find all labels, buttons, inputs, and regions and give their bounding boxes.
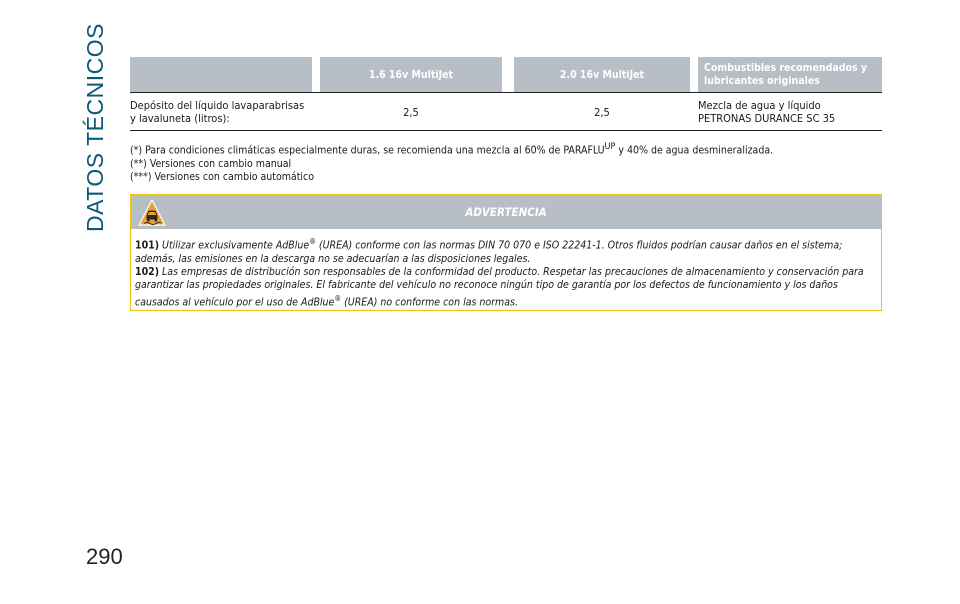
page-number: 290 <box>86 544 123 569</box>
table-header-blank <box>130 57 312 93</box>
row-fluid: Mezcla de agua y líquido PETRONAS DURANCE SC 35 <box>698 93 882 131</box>
footnote-1: (*) Para condiciones climáticas especialmente duras, se recomienda una mezcla al 60% de $PARAFLU^{UP}$ y 40% de agua desmineralizada. <box>130 142 774 157</box>
section-title: DATOS TÉCNICOS <box>82 23 108 232</box>
warning-header <box>131 195 881 229</box>
table-header-engine-2: 2.0 16v MultiJet <box>514 57 690 93</box>
row-value-engine-1: 2,5 <box>320 93 502 131</box>
footnotes <box>130 141 882 184</box>
warning-body <box>131 229 881 309</box>
row-value-engine-2: 2,5 <box>514 93 690 131</box>
warning-box <box>130 194 882 311</box>
warning-item-101: 101) Utilizar exclusivamente AdBlue® (UREA) conforme con las normas DIN 70 070 e ISO 22241-1. Otros fluidos podrían causar daños en el sistema; además, las emisiones en la descarga no se adecuarían a las disposiciones legales. <box>135 237 843 265</box>
warning-title: ADVERTENCIA <box>465 205 547 219</box>
spec-table <box>130 57 882 131</box>
row-label: Depósito del líquido lavaparabrisas y lavaluneta (litros): <box>130 93 312 131</box>
table-header-row <box>130 57 882 93</box>
table-header-engine-1: 1.6 16v MultiJet <box>320 57 502 93</box>
footnote-3: (***) Versiones con cambio automático <box>130 170 315 183</box>
table-header-fluids: Combustibles recomendados y lubricantes originales <box>698 57 882 93</box>
warning-item-102: 102) Las empresas de distribución son responsables de la conformidad del producto. Respetar las precauciones de almacenamiento y conservación para garantizar las propiedades originales. El fabricante del vehículo no reconoce ningún tipo de garantía por los defectos de funcionamiento y los daños causados al vehículo por el uso de AdBlue® (UREA) no conforme con las normas. <box>135 265 864 308</box>
table-row <box>130 93 882 131</box>
footnote-2: (**) Versiones con cambio manual <box>130 157 292 170</box>
